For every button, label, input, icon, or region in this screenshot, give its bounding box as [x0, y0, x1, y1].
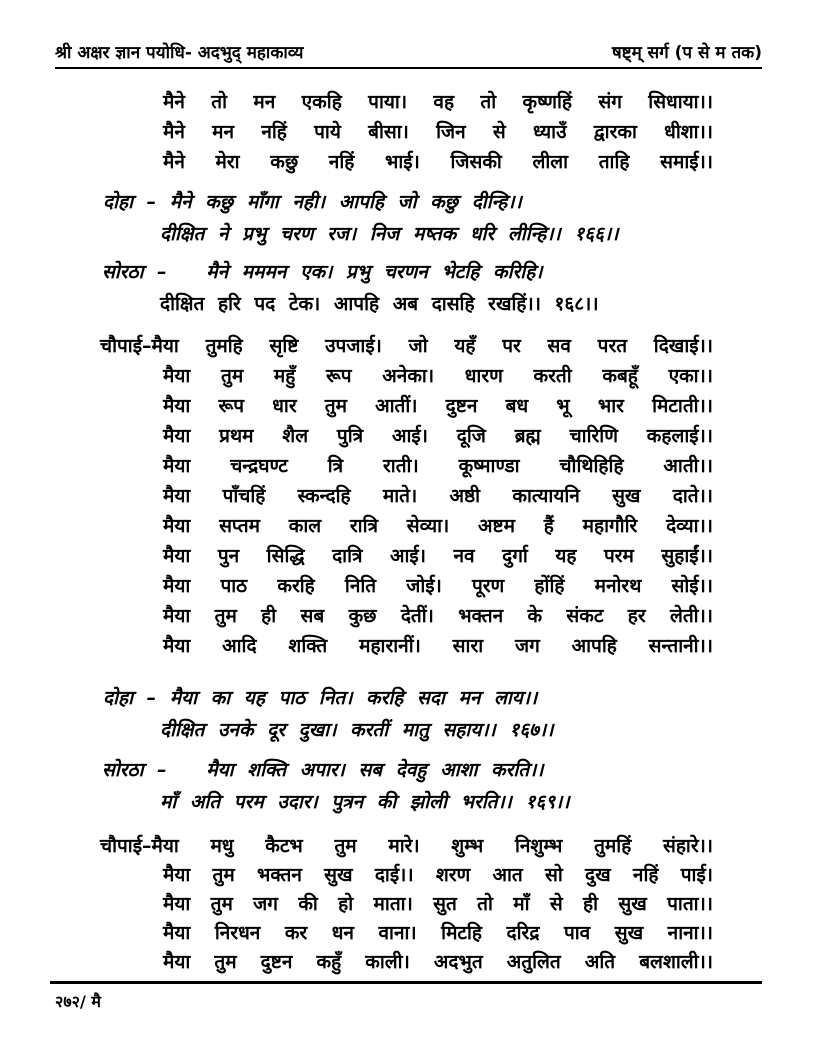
footer-rule	[50, 981, 762, 984]
chaupai-line: मैया तुम महुँ रूप अनेका। धारण करती कबहूँ एका।।	[163, 365, 713, 387]
sortha-label: सोरठा –	[102, 759, 167, 781]
chaupai-text: –मैया मधु कैटभ तुम मारे। शुम्भ निशुम्भ तुमहिं संहारे।।	[142, 835, 713, 857]
sortha-text: मैया शक्ति अपार। सब देवहु आशा करति।।	[206, 759, 544, 781]
doha-text: मैने कछु माँगा नही। आपहि जो कछु दीन्हि।।	[169, 191, 522, 213]
chaupai-line: मैया निरधन कर धन वाना। मिटहि दरिद्र पाव सुख नाना।।	[163, 922, 713, 944]
chaupai-line	[100, 332, 713, 358]
chaupai-line: मैया तुम भक्तन सुख दाई।। शरण आत सो दुख नहिं पाई।	[163, 864, 713, 886]
sortha-label: सोरठा –	[102, 261, 167, 283]
doha-line	[103, 684, 537, 710]
page-number: २७२/ मै	[55, 992, 101, 1011]
chaupai-line: मैया तुम ही सब कुछ देतीं। भक्तन के संकट हर लेती।।	[163, 605, 713, 627]
doha-label: दोहा –	[103, 687, 157, 709]
chaupai-line: मैया चन्द्रघण्ट त्रि राती। कूष्माण्डा चौथिहिहि आती।।	[163, 455, 713, 477]
verse-line: मैने मन नहिं पाये बीसा। जिन से ध्याउँ द्वारका धीशा।।	[163, 121, 713, 143]
sortha-line: माँ अति परम उदार। पुत्रन की झोली भरति।। १६९।।	[160, 791, 570, 813]
header-rule	[55, 67, 762, 69]
chaupai-line: मैया प्रथम शैल पुत्रि आई। दूजि ब्रह्म चारिणि कहलाई।।	[163, 425, 713, 447]
chaupai-line: मैया रूप धार तुम आतीं। दुष्टन बध भू भार मिटाती।।	[163, 395, 713, 417]
header-left-title: श्री अक्षर ज्ञान पयोधि- अदभुद् महाकाव्य	[55, 43, 304, 63]
doha-text: मैया का यह पाठ नित। करहि सदा मन लाय।।	[169, 687, 538, 709]
verse-line: मैने तो मन एकहि पाया। वह तो कृष्णहिं संग सिधाया।।	[163, 91, 713, 113]
chaupai-line: मैया तुम दुष्टन कहुँ काली। अदभुत अतुलित अति बलशाली।।	[163, 951, 713, 973]
chaupai-line: मैया पाठ करहि निति जोई। पूरण होंहिं मनोरथ सोई।।	[163, 575, 713, 597]
chaupai-line: मैया पाँचहिं स्कन्दहि माते। अष्ठी कात्यायनि सुख दाते।।	[163, 485, 713, 507]
chaupai-label: चौपाई	[100, 335, 143, 357]
chaupai-line: मैया तुम जग की हो माता। सुत तो माँ से ही सुख पाता।।	[163, 893, 713, 915]
chaupai-text: –मैया तुमहि सृष्टि उपजाई। जो यहँ पर सव परत दिखाई।।	[142, 335, 713, 357]
chaupai-line: मैया सप्तम काल रात्रि सेव्या। अष्टम हैं महागौरि देव्या।।	[163, 515, 713, 537]
doha-line: दीक्षित ने प्रभु चरण रज। निज मष्तक धरि लीन्हि।। १६६।।	[160, 223, 619, 245]
sortha-line: दीक्षित हरि पद टेक। आपहि अब दासहि रखहिं।। १६८।।	[160, 293, 599, 315]
verse-line: मैने मेरा कछु नहिं भाई। जिसकी लीला ताहि समाई।।	[163, 151, 713, 173]
page-header	[55, 40, 762, 63]
doha-line: दीक्षित उनके दूर दुखा। करतीं मातु सहाय।। १६७।।	[160, 719, 554, 741]
header-right-title: षष्ट्म् सर्ग (प से म तक)	[611, 43, 762, 63]
chaupai-line: मैया आदि शक्ति महारानीं। सारा जग आपहि सन्तानी।।	[163, 635, 713, 657]
chaupai-line	[100, 832, 713, 858]
chaupai-label: चौपाई	[100, 835, 143, 857]
sortha-line	[102, 258, 543, 284]
chaupai-line: मैया पुन सिद्धि दात्रि आई। नव दुर्गा यह परम सुहाईं।।	[163, 545, 713, 567]
sortha-text: मैने मममन एक। प्रभु चरणन भेटहि करिहि।	[206, 261, 543, 283]
sortha-line	[102, 756, 544, 782]
doha-line	[103, 188, 522, 214]
doha-label: दोहा –	[103, 191, 157, 213]
